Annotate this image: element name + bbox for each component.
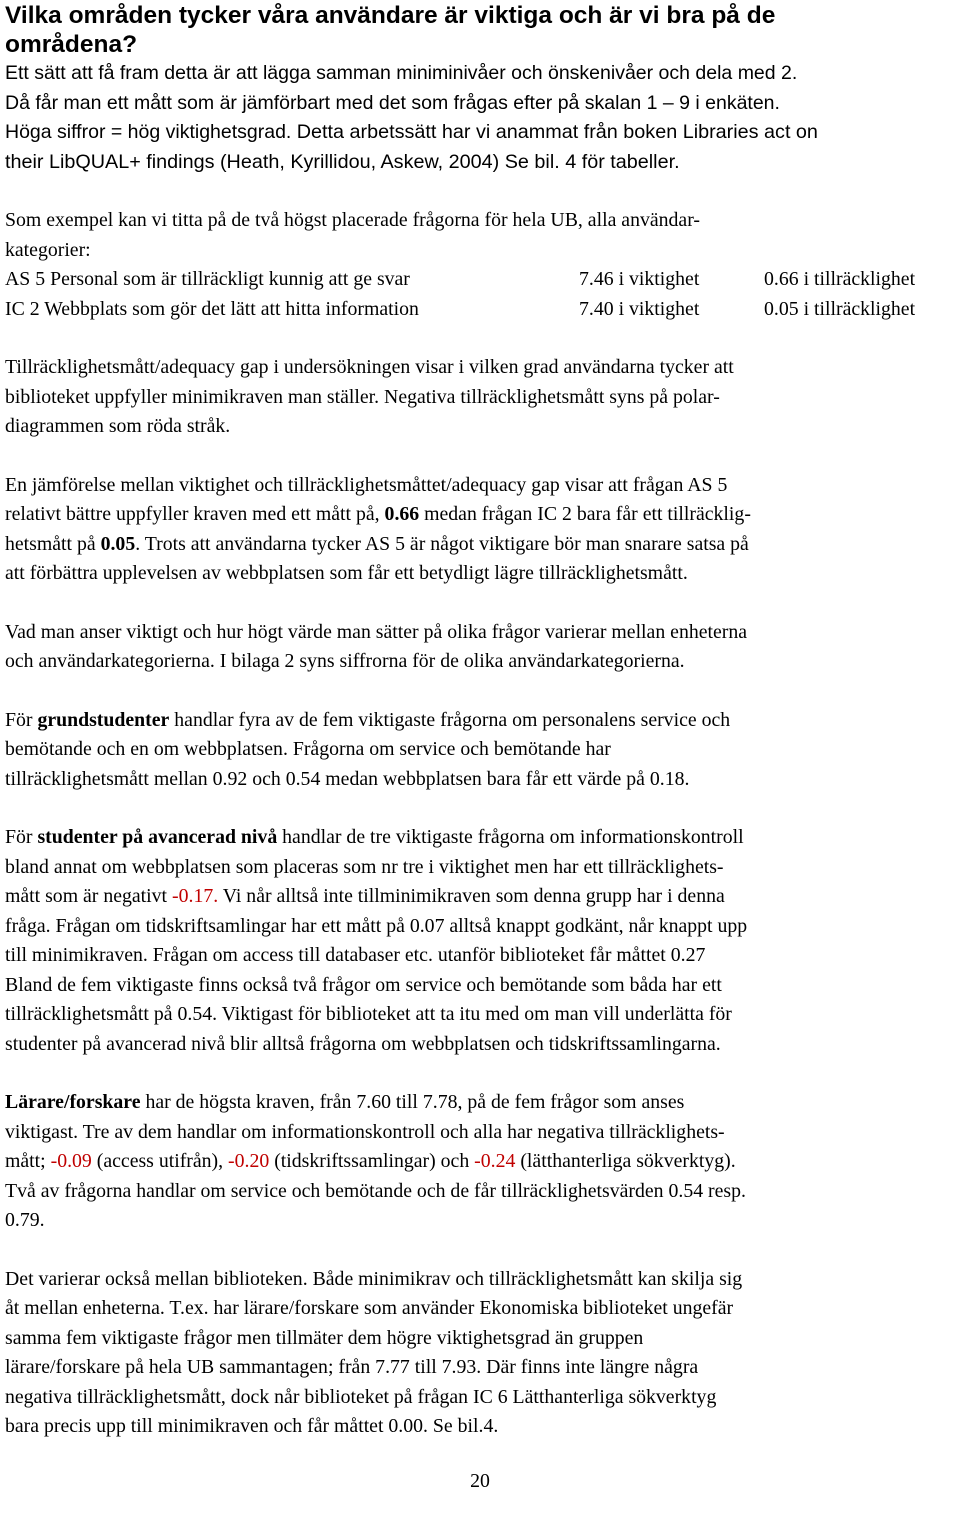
document-page bbox=[5, 0, 955, 1442]
example-paragraph: Som exempel kan vi titta på de två högst placerade frågorna för hela UB, alla användar- kategorier: bbox=[5, 209, 700, 261]
advanced-paragraph: För studenter på avancerad nivå handlar de tre viktigaste frågorna om informationskontroll bland annat om webbplatsen som placeras som nr tre i viktighet men har ett tillräcklighets- mått som är negativt -0.17. Vi når alltså inte tillminimikraven som denna grupp har i denna fråga. Frågan om tidskriftsamlingar har ett mått på 0.07 alltså knappt godkänt, når knappt upp till minimikraven. Frågan om access till databaser etc. utanför biblioteket får måttet 0.27 Bland de fem viktigaste finns också två frågor om service och bemötande som båda har ett tillräcklighetsmått på 0.54. Viktigast för biblioteket att ta itu med om man vill underlätta för studenter på avancerad nivå blir alltså frågorna om webbplatsen och tidskriftssamlingarna. bbox=[5, 826, 748, 1055]
adequacy-paragraph: Tillräcklighetsmått/adequacy gap i undersökningen visar i vilken grad användarna tycker att biblioteket uppfyller minimikraven man ställer. Negativa tillräcklighetsmått syns på polar- diagrammen som röda stråk. bbox=[5, 356, 734, 437]
negative-value: -0.17. bbox=[172, 885, 219, 907]
page-number: 20 bbox=[470, 1470, 490, 1492]
table-row bbox=[5, 295, 955, 325]
intro-paragraph: Ett sätt att få fram detta är att lägga samman miniminivåer och önskenivåer och dela med 2. Då får man ett mått som är jämförbart med det som frågas efter på skalan 1 – 9 i enkäten. Höga siffror = hög viktighetsgrad. Detta arbetssätt har vi anammat från boken Libraries act on their LibQUAL+ findings (Heath, Kyrillidou, Askew, 2004) Se bil. 4 för tabeller. bbox=[5, 62, 818, 173]
title-line-2: områdena? bbox=[5, 31, 138, 58]
comparison-paragraph: En jämförelse mellan viktighet och tillräcklighetsmåttet/adequacy gap visar att frågan AS 5 relativt bättre uppfyller kraven med ett mått på, 0.66 medan frågan IC 2 bara får ett tillräcklig- hetsmått på 0.05. Trots att användarna tycker AS 5 är något viktigare bör man snarare satsa på att förbättra upplevelsen av webbplatsen som får ett betydligt lägre tillräcklighetsmått. bbox=[5, 473, 751, 584]
page-title bbox=[5, 0, 955, 59]
title-line-1: Vilka områden tycker våra användare är viktiga och är vi bra på de bbox=[5, 2, 776, 29]
faculty-paragraph: Lärare/forskare har de högsta kraven, från 7.60 till 7.78, på de fem frågor som anses viktigast. Tre av dem handlar om informationskontroll och alla har negativa tillräcklighets- mått; -0.09 (access utifrån), -0.20 (tidskriftssamlingar) och -0.24 (lätthanterliga sökverktyg). Två av frågorna handlar om service och bemötande och de får tillräcklighetsvärden 0.54 resp. 0.79. bbox=[5, 1091, 746, 1231]
variation-paragraph: Vad man anser viktigt och hur högt värde man sätter på olika frågor varierar mellan enheterna och användarkategorierna. I bilaga 2 syns siffrorna för de olika användarkategorierna. bbox=[5, 620, 748, 672]
adequacy-cell: 0.66 i tillräcklighet bbox=[764, 268, 916, 290]
example-table bbox=[5, 265, 955, 324]
adequacy-cell: 0.05 i tillräcklighet bbox=[764, 297, 916, 320]
negative-value: -0.20 bbox=[228, 1150, 270, 1172]
table-row bbox=[5, 265, 955, 295]
importance-cell: 7.46 i viktighet bbox=[579, 268, 700, 290]
libraries-paragraph: Det varierar också mellan biblioteken. Både minimikrav och tillräcklighetsmått kan skilja sig åt mellan enheterna. T.ex. har lärare/forskare som använder Ekonomiska biblioteket ungefär samma fem viktigaste frågor men tillmäter dem högre viktighetsgrad än gruppen lärare/forskare på hela UB sammantagen; från 7.77 till 7.93. Där finns inte längre några negativa tillräcklighetsmått, dock når biblioteket på frågan IC 6 Lätthanterliga sökverktyg bara precis upp till minimikraven och får måttet 0.00. Se bil.4. bbox=[5, 1267, 743, 1437]
question-cell: IC 2 Webbplats som gör det lätt att hitta information bbox=[5, 297, 419, 320]
negative-value: -0.09 bbox=[50, 1150, 92, 1172]
importance-cell: 7.40 i viktighet bbox=[579, 297, 700, 320]
negative-value: -0.24 bbox=[474, 1150, 516, 1172]
undergrad-paragraph: För grundstudenter handlar fyra av de fem viktigaste frågorna om personalens service och bemötande och en om webbplatsen. Frågorna om service och bemötande har tillräcklighetsmått mellan 0.92 och 0.54 medan webbplatsen bara får ett värde på 0.18. bbox=[5, 708, 731, 790]
question-cell: AS 5 Personal som är tillräckligt kunnig att ge svar bbox=[5, 268, 410, 290]
